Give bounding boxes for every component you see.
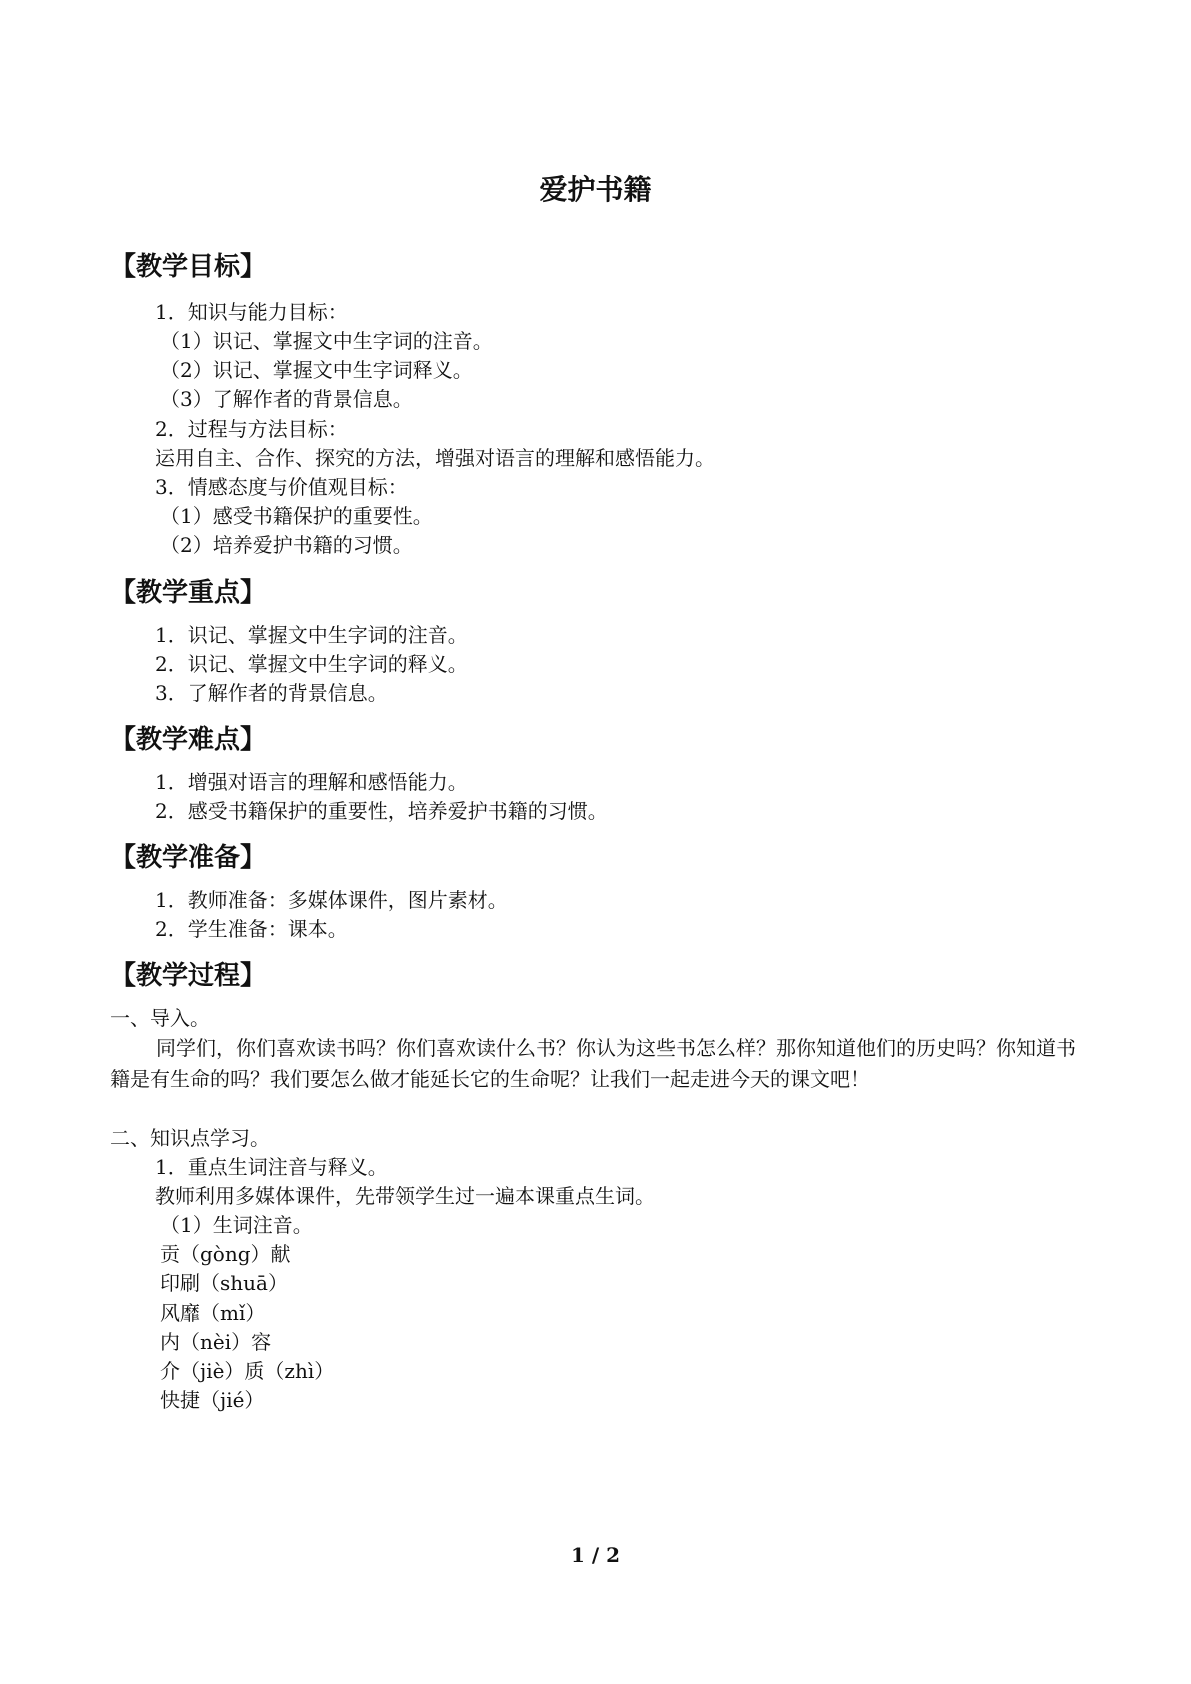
- heading-preparation: 【教学准备】: [110, 843, 267, 873]
- vocab-item: 快捷（jié）: [160, 1388, 265, 1412]
- difficulty-line: 1．增强对语言的理解和感悟能力。: [155, 770, 468, 794]
- process-step: 1．重点生词注音与释义。: [155, 1155, 388, 1179]
- key-point-line: 2．识记、掌握文中生字词的释义。: [155, 652, 468, 676]
- objective-line: （2）培养爱护书籍的习惯。: [160, 533, 413, 557]
- vocab-item: 印刷（shuā）: [160, 1271, 288, 1295]
- objective-line: （2）识记、掌握文中生字词释义。: [160, 358, 473, 382]
- intro-paragraph: 同学们，你们喜欢读书吗？你们喜欢读什么书？你认为这些书怎么样？那你知道他们的历史吗？你知道书籍是有生命的吗？我们要怎么做才能延长它的生命呢？让我们一起走进今天的课文吧！: [110, 1036, 1076, 1091]
- heading-objectives: 【教学目标】: [110, 252, 267, 282]
- preparation-line: 2．学生准备：课本。: [155, 917, 348, 941]
- objective-line: （3）了解作者的背景信息。: [160, 387, 413, 411]
- page-number: 1 / 2: [570, 1543, 621, 1567]
- heading-process: 【教学过程】: [110, 961, 267, 991]
- document-title: 爱护书籍: [539, 173, 652, 206]
- difficulty-line: 2．感受书籍保护的重要性，培养爱护书籍的习惯。: [155, 799, 608, 823]
- heading-key-points: 【教学重点】: [110, 578, 267, 608]
- process-step-description: 教师利用多媒体课件，先带领学生过一遍本课重点生词。: [155, 1184, 655, 1208]
- heading-difficulties: 【教学难点】: [110, 725, 267, 755]
- objective-line: 1．知识与能力目标：: [155, 300, 348, 324]
- key-point-line: 3．了解作者的背景信息。: [155, 681, 388, 705]
- vocab-item: 介（jiè）质（zhì）: [160, 1359, 335, 1383]
- process-substep: （1）生词注音。: [160, 1213, 313, 1237]
- vocab-item: 内（nèi）容: [160, 1330, 272, 1354]
- objective-line: 运用自主、合作、探究的方法，增强对语言的理解和感悟能力。: [155, 446, 715, 470]
- objective-line: 3．情感态度与价值观目标：: [155, 475, 408, 499]
- key-point-line: 1．识记、掌握文中生字词的注音。: [155, 623, 468, 647]
- vocab-item: 风靡（mǐ）: [160, 1301, 266, 1325]
- objective-line: （1）感受书籍保护的重要性。: [160, 504, 433, 528]
- preparation-line: 1．教师准备：多媒体课件，图片素材。: [155, 888, 508, 912]
- objective-line: （1）识记、掌握文中生字词的注音。: [160, 329, 493, 353]
- process-part-intro: 一、导入。: [110, 1006, 210, 1030]
- process-part-learning: 二、知识点学习。: [110, 1126, 270, 1150]
- objective-line: 2．过程与方法目标：: [155, 417, 348, 441]
- vocab-item: 贡（gòng）献: [160, 1242, 291, 1266]
